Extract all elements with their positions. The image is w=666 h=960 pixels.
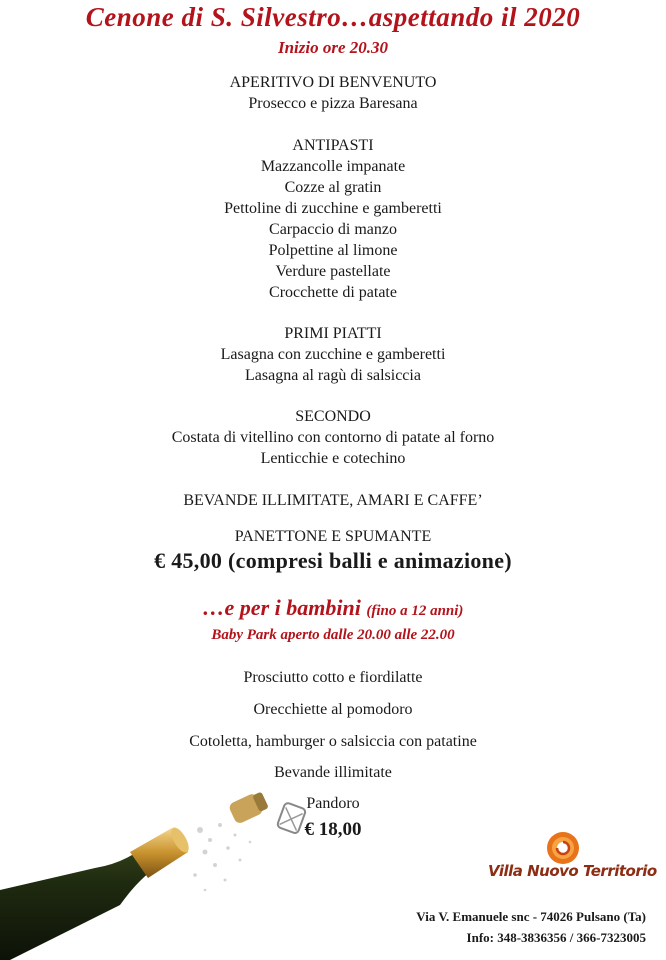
kids-price: € 18,00 bbox=[304, 819, 362, 840]
section-heading-aperitivo: APERITIVO DI BENVENUTO bbox=[229, 74, 437, 91]
kids-menu-item: Pandoro bbox=[306, 795, 360, 812]
kids-menu-item: Orecchiette al pomodoro bbox=[253, 701, 413, 718]
address: Via V. Emanuele snc - 74026 Pulsano (Ta) bbox=[416, 909, 646, 924]
kids-title bbox=[0, 595, 666, 621]
menu-item: Crocchette di patate bbox=[269, 284, 397, 301]
menu-item: Polpettine al limone bbox=[268, 242, 398, 259]
menu-item: Prosecco e pizza Baresana bbox=[248, 95, 418, 112]
kids-menu-item: Bevande illimitate bbox=[274, 764, 392, 781]
section-heading-antipasti: ANTIPASTI bbox=[292, 137, 374, 154]
drinks-line: BEVANDE ILLIMITATE, AMARI E CAFFE’ bbox=[183, 492, 483, 509]
kids-menu-item: Prosciutto cotto e fiordilatte bbox=[243, 669, 423, 686]
menu-item: Costata di vitellino con contorno di patate al forno bbox=[171, 429, 495, 446]
menu-item: Carpaccio di manzo bbox=[269, 221, 397, 238]
kids-age-note: (fino a 12 anni) bbox=[366, 603, 464, 619]
menu-item: Lasagna con zucchine e gamberetti bbox=[220, 346, 446, 363]
baby-park-note: Baby Park aperto dalle 20.00 alle 22.00 bbox=[211, 627, 455, 643]
start-time: Inizio ore 20.30 bbox=[277, 38, 389, 57]
section-heading-secondo: SECONDO bbox=[295, 408, 371, 425]
menu-item: Lasagna al ragù di salsiccia bbox=[245, 367, 421, 384]
menu-item: Mazzancolle impanate bbox=[260, 158, 406, 175]
menu-item: Pettoline di zucchine e gamberetti bbox=[224, 200, 442, 217]
logo-text: Villa Nuovo Territorio bbox=[488, 862, 657, 880]
event-title: Cenone di S. Silvestro…aspettando il 2020 bbox=[85, 2, 581, 32]
adult-price: € 45,00 (compresi balli e animazione) bbox=[154, 548, 512, 573]
menu-item: Cozze al gratin bbox=[284, 179, 382, 196]
kids-menu-item: Cotoletta, hamburger o salsiccia con patatine bbox=[189, 733, 477, 750]
menu-item: Verdure pastellate bbox=[275, 263, 391, 280]
kids-title-text: …e per i bambini bbox=[202, 595, 361, 620]
menu-item: Lenticchie e cotechino bbox=[260, 450, 406, 467]
dessert-line: PANETTONE E SPUMANTE bbox=[234, 528, 432, 545]
contact-info: Info: 348-3836356 / 366-7323005 bbox=[466, 930, 646, 945]
section-heading-primi: PRIMI PIATTI bbox=[284, 325, 382, 342]
villa-nuovo-territorio-logo bbox=[488, 828, 657, 898]
champagne-bottle-illustration bbox=[0, 780, 320, 960]
